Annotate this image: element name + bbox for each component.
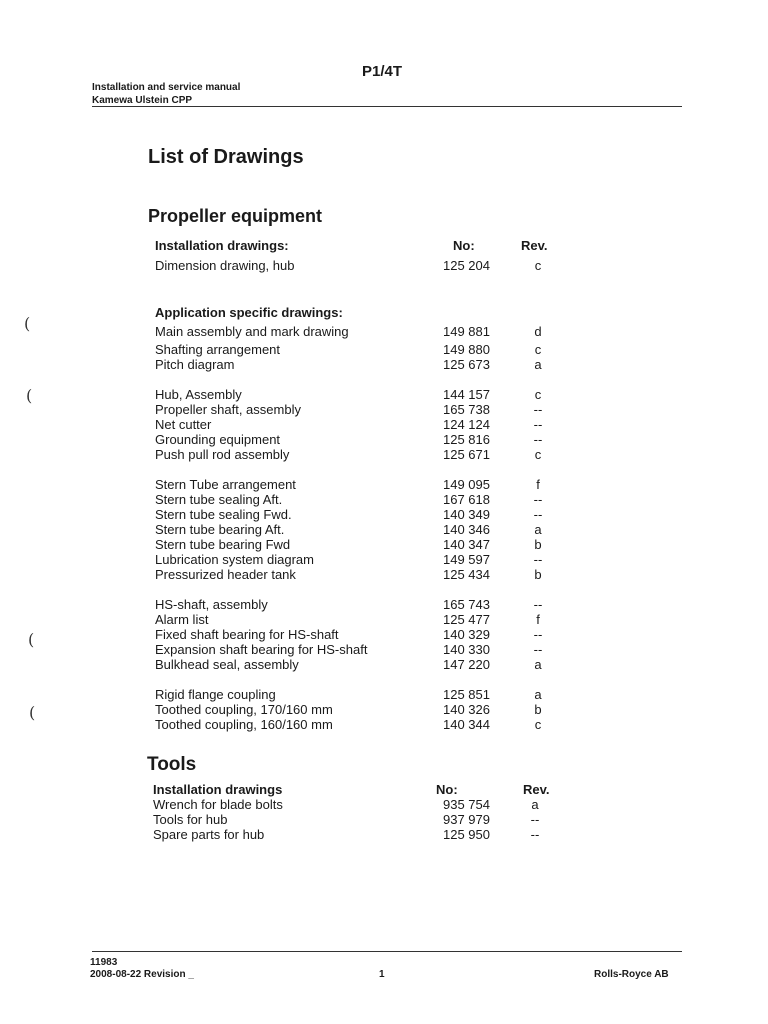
- tool-revision: a: [531, 797, 539, 812]
- drawing-revision: d: [534, 324, 542, 339]
- column-header-rev: Rev.: [521, 238, 548, 253]
- drawing-revision: --: [533, 507, 543, 522]
- table-row: [0, 342, 768, 357]
- binder-hole-mark: (: [26, 386, 33, 405]
- tool-name: Spare parts for hub: [153, 827, 265, 842]
- binder-hole-mark: (: [24, 314, 31, 333]
- table-row: [0, 612, 768, 627]
- drawing-revision: a: [534, 657, 542, 672]
- drawing-number: 125 434: [443, 567, 490, 582]
- drawing-name: HS-shaft, assembly: [155, 597, 268, 612]
- drawing-number: 149 880: [443, 342, 490, 357]
- drawing-name: Toothed coupling, 170/160 mm: [155, 702, 333, 717]
- drawing-number: 140 330: [443, 642, 490, 657]
- drawing-revision: --: [533, 492, 543, 507]
- table-row: [0, 357, 768, 372]
- page-title: List of Drawings: [148, 146, 304, 168]
- drawing-number: 125 671: [443, 447, 490, 462]
- table-row: [0, 387, 768, 402]
- drawing-number: 125 816: [443, 432, 490, 447]
- drawing-name: Pitch diagram: [155, 357, 235, 372]
- table-row: [0, 627, 768, 642]
- drawing-name: Lubrication system diagram: [155, 552, 314, 567]
- drawing-revision: b: [534, 702, 542, 717]
- column-header-name: Installation drawings: [153, 782, 283, 797]
- drawing-revision: --: [533, 432, 543, 447]
- drawing-name: Stern tube sealing Aft.: [155, 492, 283, 507]
- manual-title: [92, 81, 240, 107]
- drawing-revision: --: [533, 402, 543, 417]
- drawing-name: Main assembly and mark drawing: [155, 324, 349, 339]
- drawing-name: Shafting arrangement: [155, 342, 281, 357]
- table-row: [0, 702, 768, 717]
- table-row: [0, 507, 768, 522]
- tool-name: Wrench for blade bolts: [153, 797, 283, 812]
- table-row: [0, 812, 768, 827]
- table-row: [0, 492, 768, 507]
- drawing-number: 149 597: [443, 552, 490, 567]
- table-row: [0, 537, 768, 552]
- table-row: [0, 657, 768, 672]
- drawing-name: Alarm list: [155, 612, 209, 627]
- column-header-name: Installation drawings:: [155, 238, 289, 253]
- drawing-revision: --: [533, 597, 543, 612]
- table-row: [0, 417, 768, 432]
- drawing-revision: --: [533, 627, 543, 642]
- drawing-revision: c: [534, 387, 542, 402]
- drawing-number: 140 347: [443, 537, 490, 552]
- drawing-number: 149 881: [443, 324, 490, 339]
- table-row: [0, 797, 768, 812]
- drawing-name: Push pull rod assembly: [155, 447, 290, 462]
- table-header-tools: [0, 782, 768, 797]
- drawing-number: 167 618: [443, 492, 490, 507]
- table-row: [0, 827, 768, 842]
- drawing-number: 140 346: [443, 522, 490, 537]
- tool-number: 125 950: [443, 827, 490, 842]
- table-row: [0, 642, 768, 657]
- drawing-name: Stern tube bearing Aft.: [155, 522, 285, 537]
- binder-hole-mark: (: [29, 703, 36, 722]
- table-row: [0, 432, 768, 447]
- drawing-name: Stern Tube arrangement: [155, 477, 296, 492]
- drawing-number: 125 851: [443, 687, 490, 702]
- drawing-revision: b: [534, 537, 542, 552]
- drawing-revision: --: [533, 552, 543, 567]
- table-row: [0, 597, 768, 612]
- table-header-application: [0, 305, 768, 320]
- drawing-name: Toothed coupling, 160/160 mm: [155, 717, 333, 732]
- header-rule: [92, 106, 682, 107]
- drawing-revision: a: [534, 687, 542, 702]
- table-row: [0, 402, 768, 417]
- group-header-application: Application specific drawings:: [155, 305, 343, 320]
- drawing-revision: c: [534, 342, 542, 357]
- drawing-name: Rigid flange coupling: [155, 687, 276, 702]
- drawing-name: Grounding equipment: [155, 432, 281, 447]
- drawing-number: 147 220: [443, 657, 490, 672]
- table-row: [0, 552, 768, 567]
- drawing-number: 125 477: [443, 612, 490, 627]
- table-row: [0, 447, 768, 462]
- document-code: P1/4T: [362, 63, 403, 80]
- drawing-name: Expansion shaft bearing for HS-shaft: [155, 642, 368, 657]
- tool-revision: --: [530, 812, 540, 827]
- drawing-revision: --: [533, 417, 543, 432]
- table-row: [0, 687, 768, 702]
- drawing-number: 140 326: [443, 702, 490, 717]
- drawing-number: 144 157: [443, 387, 490, 402]
- drawing-number: 165 743: [443, 597, 490, 612]
- table-row: [0, 522, 768, 537]
- drawing-name: Stern tube bearing Fwd: [155, 537, 291, 552]
- footer-doc-number: 11983: [90, 957, 118, 968]
- drawing-number: 125 204: [443, 258, 490, 273]
- table-row: [0, 477, 768, 492]
- footer-revision: 2008-08-22 Revision _: [90, 969, 194, 980]
- drawing-revision: c: [534, 717, 542, 732]
- footer-rule: [92, 951, 682, 952]
- table-row: [0, 567, 768, 582]
- drawing-revision: c: [534, 258, 542, 273]
- column-header-no: No:: [436, 782, 458, 797]
- tool-number: 935 754: [443, 797, 490, 812]
- drawing-revision: f: [536, 612, 540, 627]
- table-row: [0, 324, 768, 339]
- tool-name: Tools for hub: [153, 812, 228, 827]
- drawing-number: 140 349: [443, 507, 490, 522]
- drawing-number: 140 344: [443, 717, 490, 732]
- section-heading-tools: Tools: [147, 754, 197, 775]
- drawing-name: Fixed shaft bearing for HS-shaft: [155, 627, 339, 642]
- drawing-name: Propeller shaft, assembly: [155, 402, 301, 417]
- drawing-revision: b: [534, 567, 542, 582]
- drawing-number: 165 738: [443, 402, 490, 417]
- drawing-name: Stern tube sealing Fwd.: [155, 507, 292, 522]
- drawing-revision: --: [533, 642, 543, 657]
- drawing-number: 149 095: [443, 477, 490, 492]
- manual-title-line1: Installation and service manual: [92, 82, 241, 93]
- column-header-rev: Rev.: [523, 782, 550, 797]
- footer-page-number: 1: [379, 969, 385, 980]
- drawing-number: 140 329: [443, 627, 490, 642]
- binder-hole-mark: (: [28, 630, 35, 649]
- tool-revision: --: [530, 827, 540, 842]
- drawing-number: 124 124: [443, 417, 490, 432]
- drawing-name: Bulkhead seal, assembly: [155, 657, 299, 672]
- drawing-number: 125 673: [443, 357, 490, 372]
- section-heading-propeller: Propeller equipment: [148, 206, 323, 226]
- table-row: [0, 717, 768, 732]
- tool-number: 937 979: [443, 812, 490, 827]
- drawing-name: Dimension drawing, hub: [155, 258, 295, 273]
- footer-company: Rolls-Royce AB: [594, 969, 669, 980]
- drawing-revision: a: [534, 522, 542, 537]
- drawing-revision: a: [534, 357, 542, 372]
- drawing-revision: f: [536, 477, 540, 492]
- drawing-name: Pressurized header tank: [155, 567, 296, 582]
- drawing-name: Net cutter: [155, 417, 212, 432]
- manual-title-line2: Kamewa Ulstein CPP: [92, 95, 193, 106]
- table-header-installation: [0, 238, 768, 253]
- table-row: [0, 258, 768, 273]
- column-header-no: No:: [453, 238, 475, 253]
- drawing-revision: c: [534, 447, 542, 462]
- drawing-name: Hub, Assembly: [155, 387, 242, 402]
